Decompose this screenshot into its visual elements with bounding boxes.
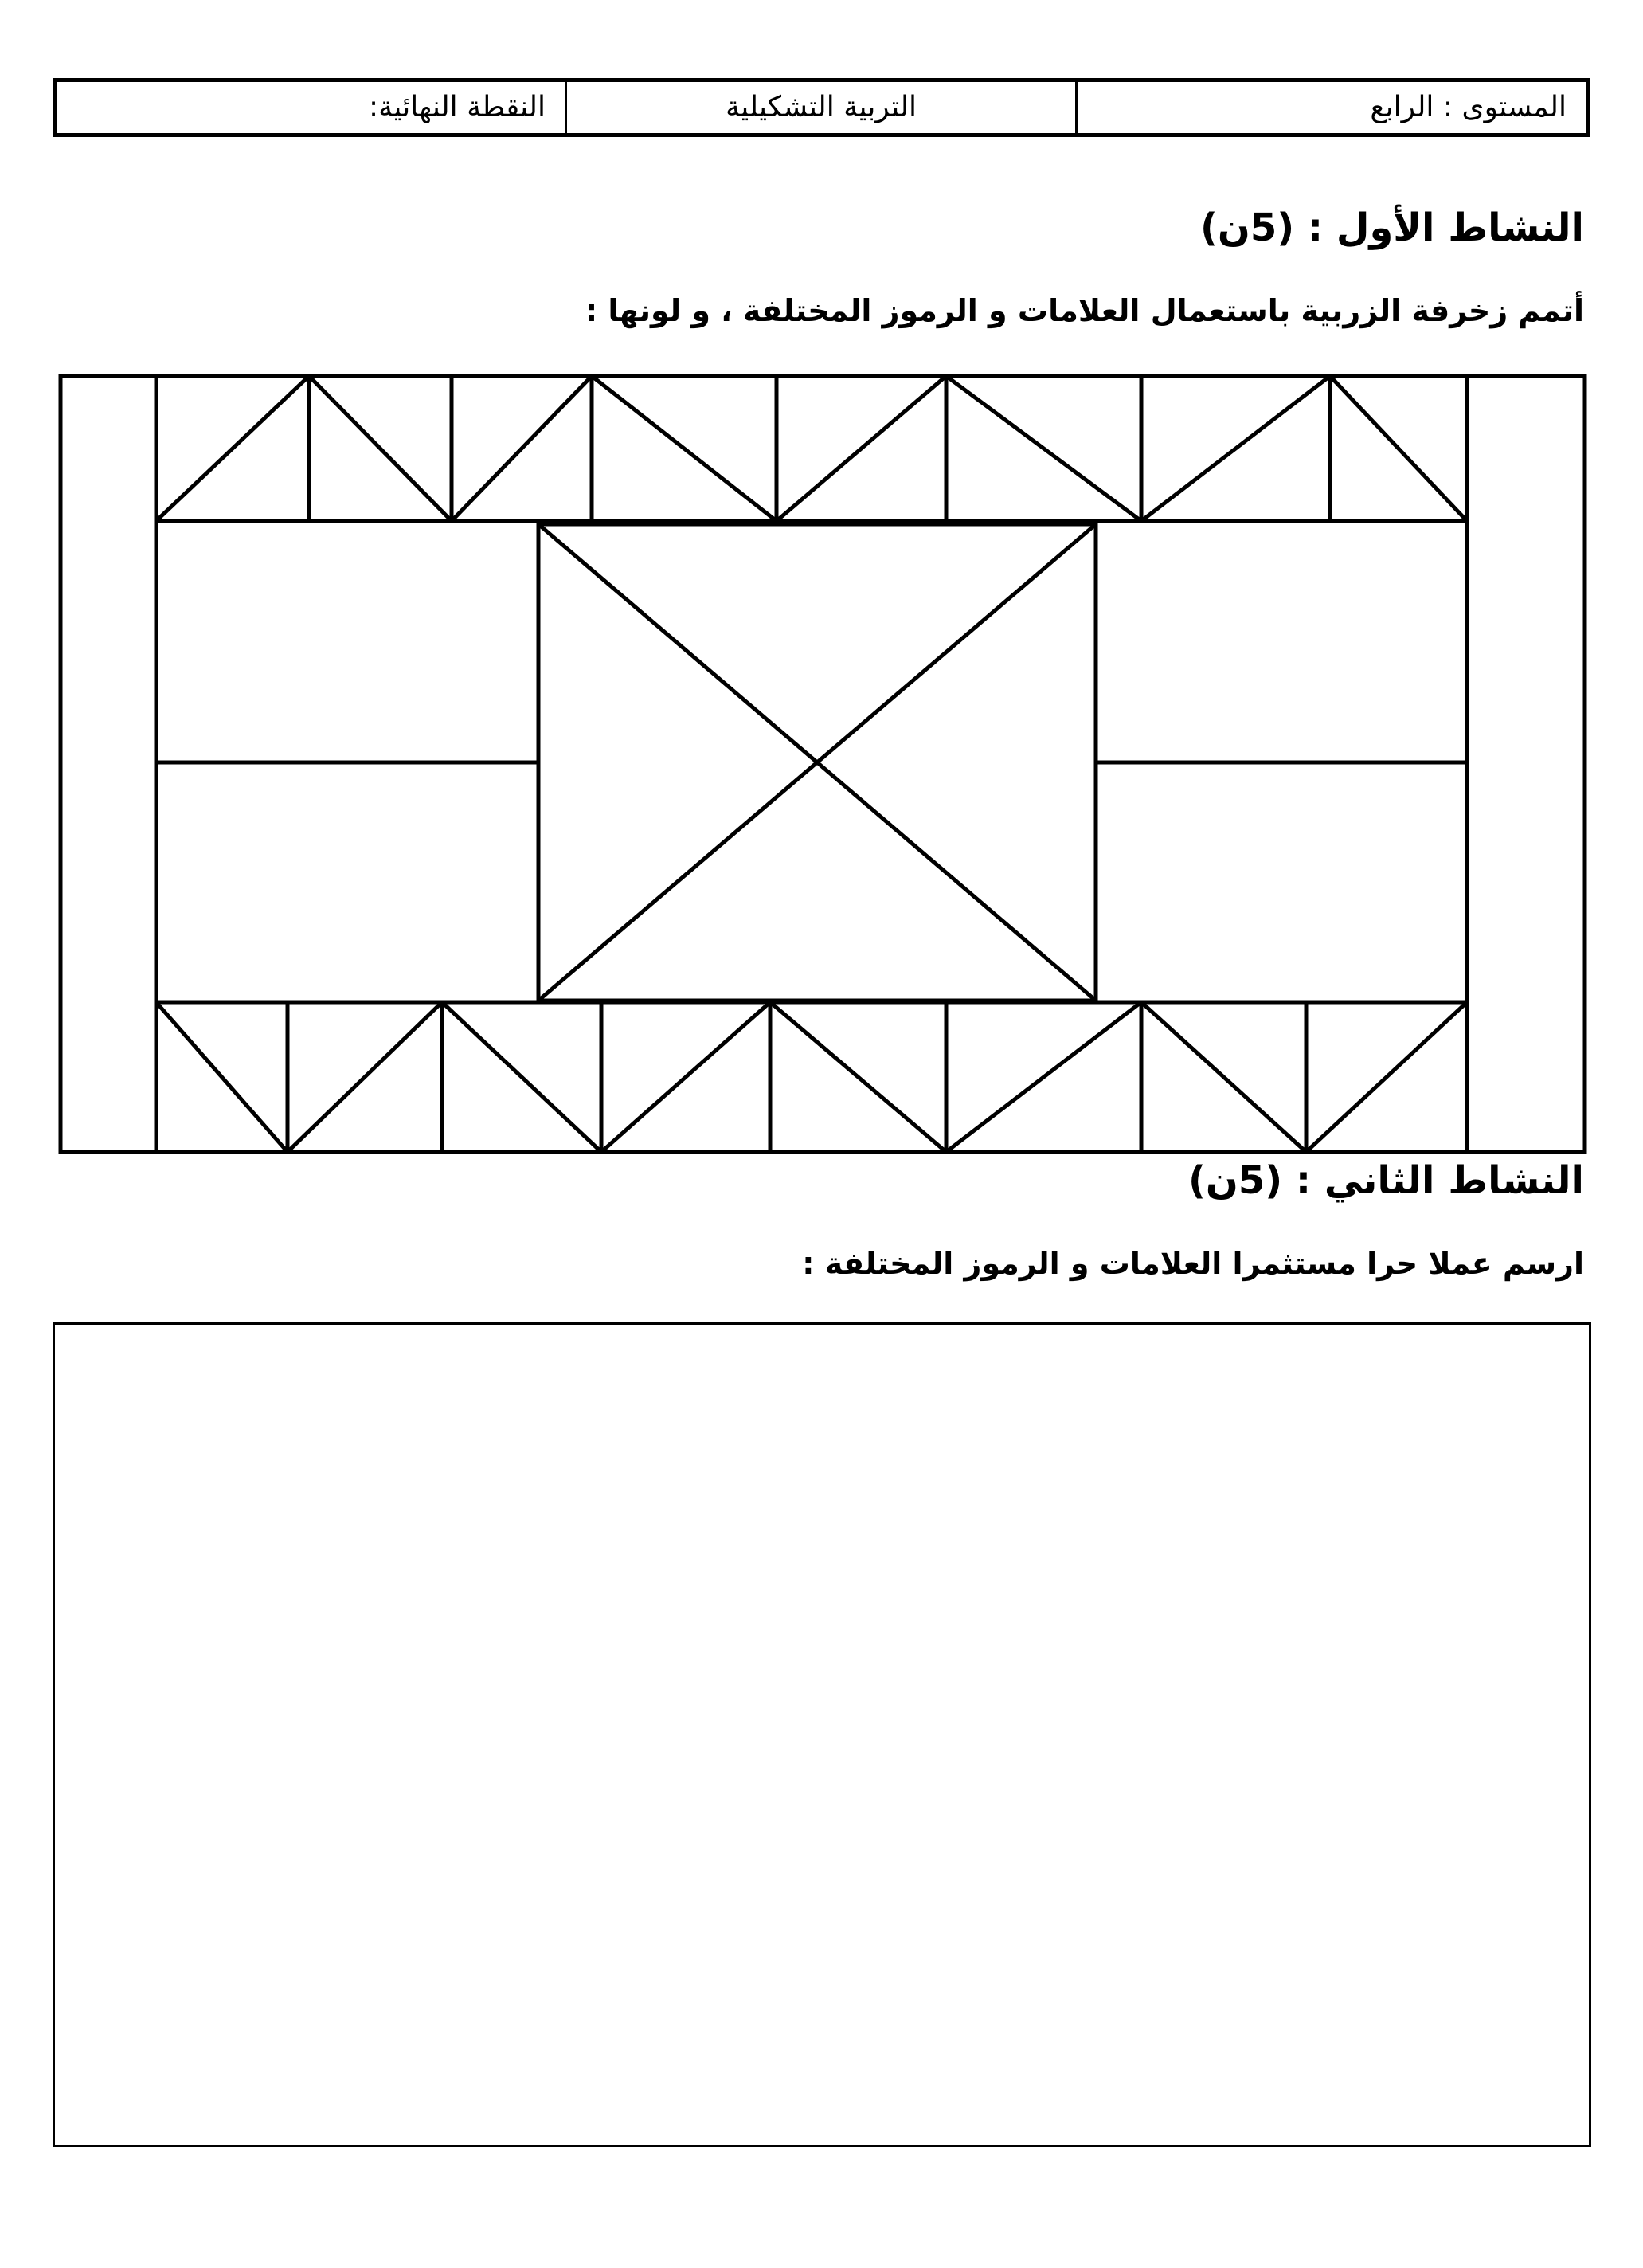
level-cell: المستوى : الرابع <box>1075 82 1586 133</box>
activity1-title: النشاط الأول : (5ن) <box>1199 206 1584 250</box>
activity1-instruction: أتمم زخرفة الزربية باستعمال العلامات و الرموز المختلفة ، و لونها : <box>585 293 1584 328</box>
activity2-title: النشاط الثاني : (5ن) <box>1187 1158 1584 1203</box>
subject-cell: التربية التشكيلية <box>565 82 1075 133</box>
final-score-cell: النقطة النهائية: <box>368 91 546 123</box>
free-drawing-area[interactable] <box>53 1322 1591 2147</box>
activity2-instruction: ارسم عملا حرا مستثمرا العلامات و الرموز المختلفة : <box>802 1246 1584 1281</box>
